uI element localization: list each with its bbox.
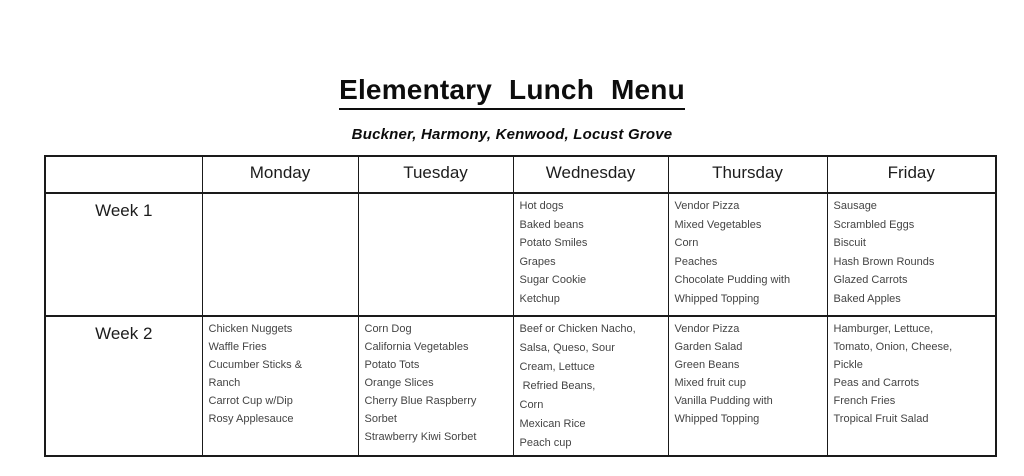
- cell-week2-wednesday: [513, 316, 668, 456]
- page-title: [0, 74, 1024, 110]
- menu-item: Sausage: [833, 200, 877, 212]
- menu-item: Green Beans: [674, 359, 740, 371]
- menu-item: Strawberry Kiwi Sorbet: [364, 431, 477, 443]
- lunch-menu-table: [44, 155, 997, 457]
- menu-item: Hamburger, Lettuce,: [833, 323, 934, 335]
- menu-item: Chocolate Pudding with: [674, 274, 791, 286]
- menu-item: Biscuit: [833, 237, 866, 249]
- menu-item: Potato Tots: [364, 359, 420, 371]
- cell-week1-monday: [202, 193, 358, 316]
- menu-item: Vendor Pizza: [674, 323, 740, 335]
- column-header-thursday: Thursday: [668, 156, 827, 193]
- cell-week2-thursday: [668, 316, 827, 456]
- menu-item: Refried Beans,: [519, 380, 596, 392]
- menu-item: Rosy Applesauce: [208, 413, 294, 425]
- menu-item: Cherry Blue Raspberry: [364, 395, 477, 407]
- menu-item: Grapes: [519, 255, 556, 268]
- cell-week2-tuesday: [358, 316, 513, 456]
- menu-item: Whipped Topping: [674, 292, 760, 305]
- menu-item: California Vegetables: [364, 341, 469, 353]
- menu-item: Corn: [674, 237, 699, 249]
- cell-week1-friday: [827, 193, 996, 316]
- menu-item: Hot dogs: [519, 200, 564, 212]
- cell-week1-tuesday: [358, 193, 513, 316]
- menu-item: Sorbet: [364, 413, 397, 425]
- menu-item: Carrot Cup w/Dip: [208, 395, 293, 407]
- table-row-week-2: [45, 316, 996, 456]
- menu-item: Potato Smiles: [519, 237, 588, 249]
- column-header-tuesday: Tuesday: [358, 156, 513, 193]
- menu-item: Mexican Rice: [519, 418, 586, 430]
- menu-item: Waffle Fries: [208, 341, 267, 353]
- menu-item: Ranch: [208, 377, 241, 389]
- column-header-wednesday: Wednesday: [513, 156, 668, 193]
- cell-week1-wednesday: [513, 193, 668, 316]
- table-header-row: [45, 156, 996, 193]
- column-header-monday: Monday: [202, 156, 358, 193]
- menu-item: Orange Slices: [364, 377, 434, 389]
- cell-week2-monday: [202, 316, 358, 456]
- corner-header-cell: [45, 156, 202, 193]
- menu-item: Corn: [519, 399, 544, 411]
- menu-item: French Fries: [833, 395, 896, 407]
- menu-item: Peas and Carrots: [833, 377, 920, 389]
- menu-item: Tomato, Onion, Cheese,: [833, 341, 953, 353]
- menu-item: Peaches: [674, 255, 718, 268]
- menu-item: Chicken Nuggets: [208, 323, 293, 335]
- menu-item: Ketchup: [519, 292, 560, 305]
- menu-item: Sugar Cookie: [519, 274, 587, 286]
- menu-item: Scrambled Eggs: [833, 218, 915, 231]
- menu-item: Pickle: [833, 359, 863, 371]
- menu-item: Whipped Topping: [674, 413, 760, 425]
- menu-item: Hash Brown Rounds: [833, 255, 935, 268]
- page-subtitle: Buckner, Harmony, Kenwood, Locust Grove: [351, 126, 673, 143]
- page-title-text: Elementary Lunch Menu: [339, 74, 685, 110]
- menu-item: Beef or Chicken Nacho,: [519, 323, 636, 335]
- menu-item: Corn Dog: [364, 323, 412, 335]
- menu-item: Cream, Lettuce: [519, 361, 595, 373]
- menu-item: Mixed Vegetables: [674, 218, 762, 231]
- menu-item: Mixed fruit cup: [674, 377, 747, 389]
- menu-item: Vendor Pizza: [674, 200, 740, 212]
- cell-week2-friday: [827, 316, 996, 456]
- table-row-week-1: [45, 193, 996, 316]
- menu-item: Cucumber Sticks &: [208, 359, 303, 371]
- menu-item: Vanilla Pudding with: [674, 395, 773, 407]
- week-1-label: Week 1: [45, 193, 202, 316]
- menu-item: Garden Salad: [674, 341, 743, 353]
- menu-item: Peach cup: [519, 437, 572, 449]
- week-2-label: Week 2: [45, 316, 202, 456]
- menu-item: Glazed Carrots: [833, 274, 908, 286]
- cell-week1-thursday: [668, 193, 827, 316]
- menu-item: Salsa, Queso, Sour: [519, 342, 615, 354]
- column-header-friday: Friday: [827, 156, 996, 193]
- menu-item: Tropical Fruit Salad: [833, 413, 929, 425]
- menu-item: Baked beans: [519, 218, 584, 231]
- menu-item: Baked Apples: [833, 292, 901, 305]
